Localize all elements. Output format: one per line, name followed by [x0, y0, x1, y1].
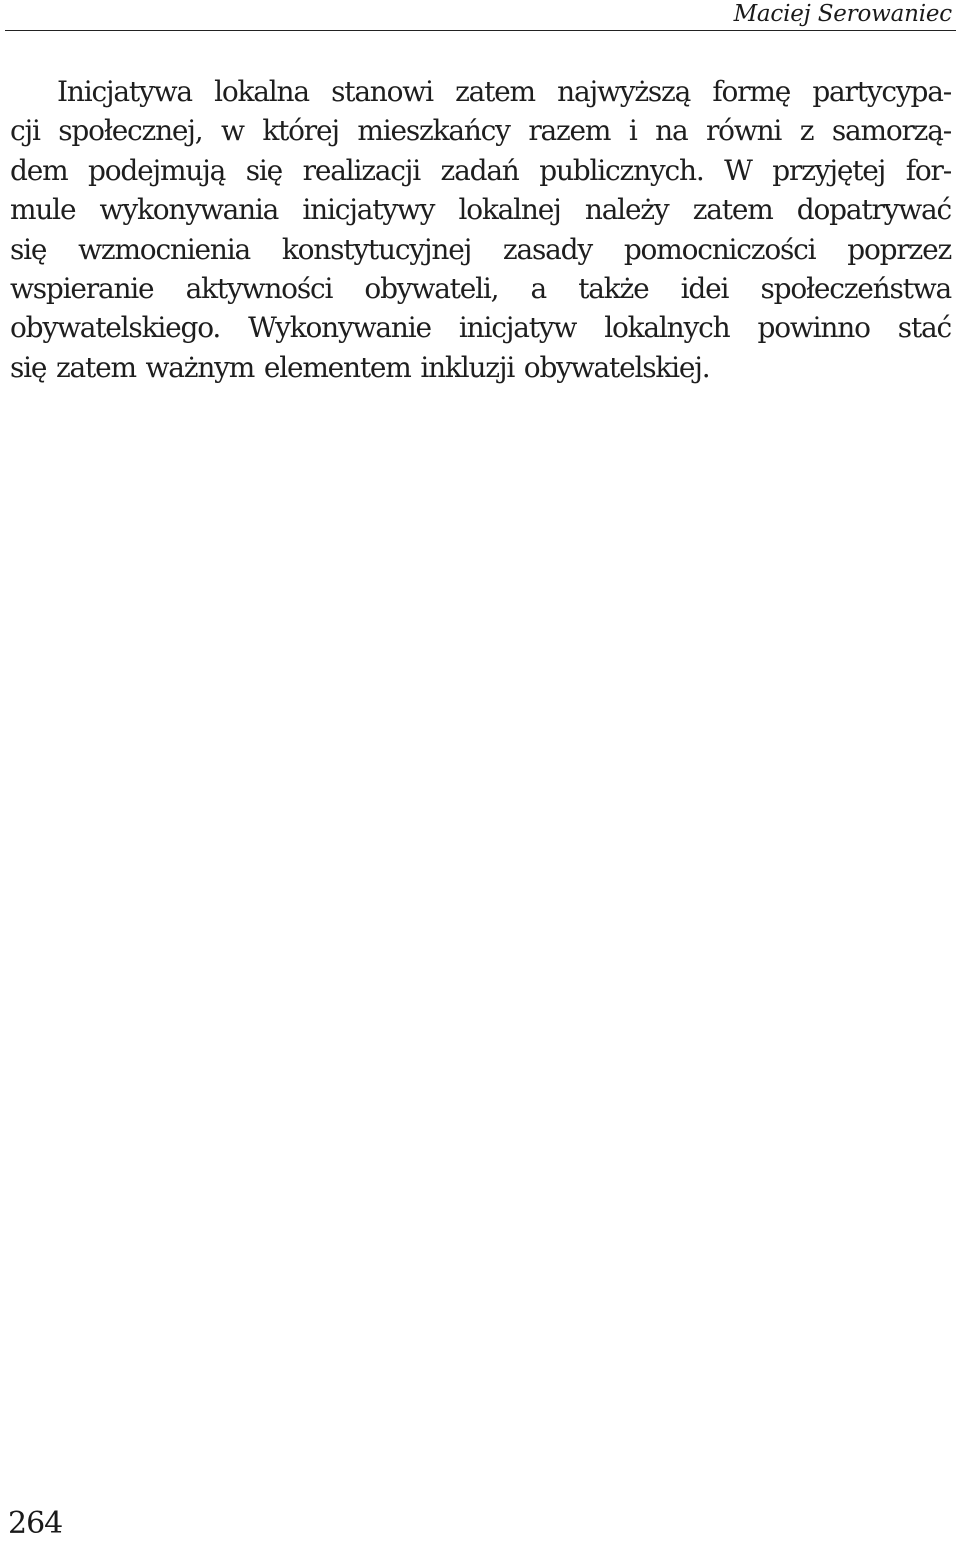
paragraph-line: mule wykonywania inicjatywy lokalnej należy zatem dopatrywać — [10, 193, 951, 227]
paragraph-line: Inicjatywa lokalna stanowi zatem najwyższą formę partycypa- — [57, 75, 951, 108]
paragraph-line: się wzmocnienia konstytucyjnej zasady pomocniczości poprzez — [10, 232, 951, 266]
page-number: 264 — [8, 1506, 63, 1541]
header-rule — [5, 30, 956, 31]
paragraph-line: wspieranie aktywności obywateli, a także idei społeczeństwa — [10, 272, 951, 306]
paragraph-line: cji społecznej, w której mieszkańcy razem i na równi z samorzą- — [10, 114, 951, 148]
paragraph-line: dem podejmują się realizacji zadań publicznych. W przyjętej for- — [10, 153, 951, 187]
paragraph-line: obywatelskiego. Wykonywanie inicjatyw lokalnych powinno stać — [10, 311, 951, 345]
paragraph-line: się zatem ważnym elementem inkluzji obywatelskiej. — [10, 350, 710, 384]
body-paragraph — [10, 72, 951, 387]
running-header-author: Maciej Serowaniec — [733, 1, 952, 27]
